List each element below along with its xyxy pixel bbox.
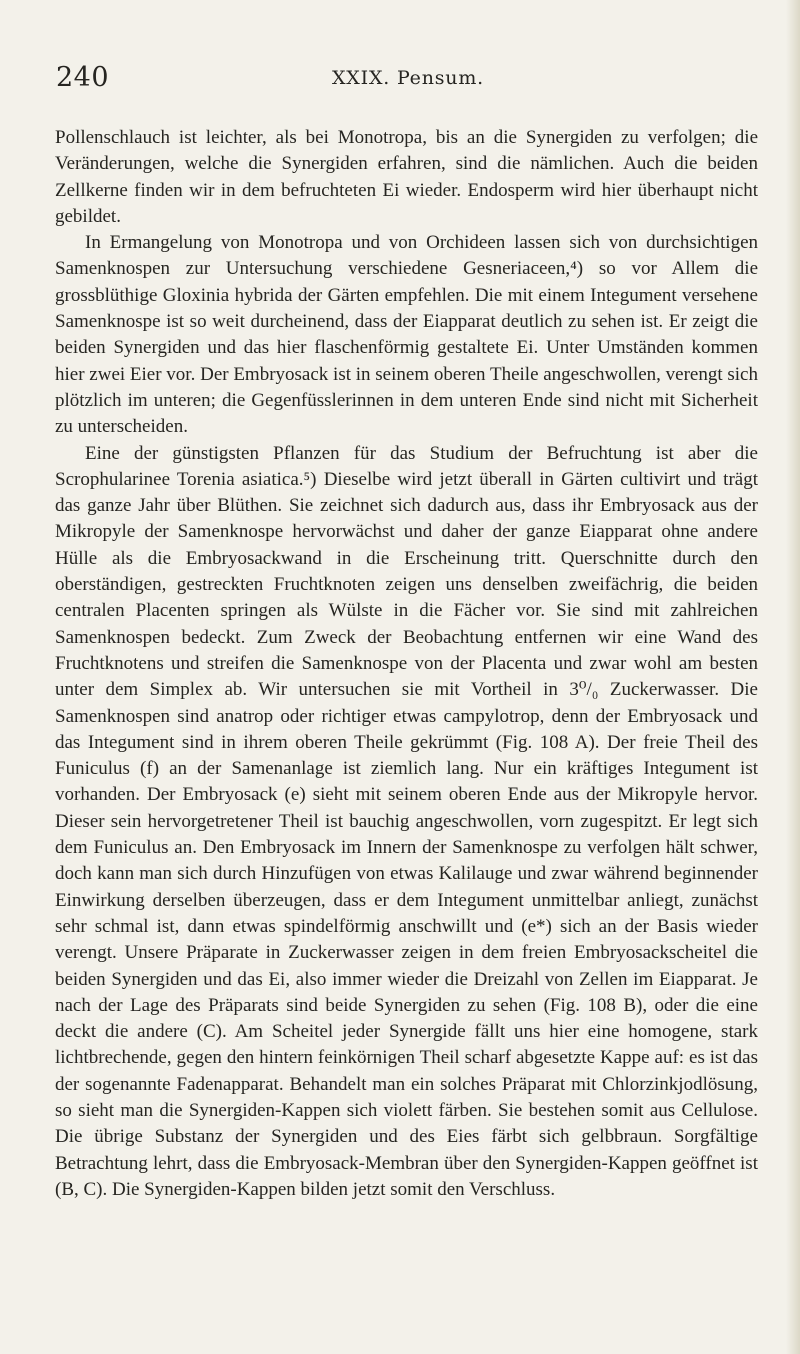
paragraph-gesneriaceen: In Ermangelung von Monotropa und von Orchideen lassen sich von durchsichtigen Samenknospen zur Untersuchung verschiedene Gesneriaceen,⁴) so vor Allem die grossblüthige Gloxinia hybrida der Gärten empfehlen. Die mit einem Integument versehene Samenknospe ist so weit durcheinend, dass der Eiapparat deutlich zu sehen ist. Er zeigt die beiden Synergiden und das hier flaschenförmig gestaltete Ei. Unter Umständen kommen hier zwei Eier vor. Der Embryosack ist in seinem oberen Theile angeschwollen, verengt sich plötzlich im unteren; die Gegenfüsslerinnen in dem unteren Ende sind nicht mit Sicherheit zu unterscheiden. <box>55 232 758 438</box>
page-header <box>56 62 760 96</box>
body-text <box>55 125 758 1203</box>
running-head: XXIX. Pensum. <box>331 67 485 89</box>
page-edge-shadow <box>786 0 800 1354</box>
paragraph-continuation: Pollenschlauch ist leichter, als bei Monotropa, bis an die Synergiden zu verfolgen; die Veränderungen, welche die Synergiden erfahren, sind die nämlichen. Auch die beiden Zellkerne finden wir in dem befruchteten Ei wieder. Endosperm wird hier überhaupt nicht gebildet. <box>55 127 758 227</box>
page-number: 240 <box>56 62 110 93</box>
paragraph-torenia: Eine der günstigsten Pflanzen für das Studium der Befruchtung ist aber die Scrophularinee Torenia asiatica.⁵) Dieselbe wird jetzt überall in Gärten cultivirt und trägt das ganze Jahr über Blüthen. Sie zeichnet sich dadurch aus, dass ihr Embryosack aus der Mikropyle der Samenknospe hervorwächst und daher der ganze Eiapparat ohne andere Hülle als die Embryosackwand in die Erscheinung tritt. Querschnitte durch den oberständigen, gestreckten Fruchtknoten zeigen uns denselben zweifächrig, die beiden centralen Placenten springen als Wülste in die Fächer vor. Sie sind mit zahlreichen Samenknospen bedeckt. Zum Zweck der Beobachtung entfernen wir eine Wand des Fruchtknotens und streifen die Samenknospe von der Placenta und zwar wohl am besten unter dem Simplex ab. Wir untersuchen sie mit Vortheil in 3⁰/₀ Zuckerwasser. Die Samenknospen sind anatrop oder richtiger etwas campylotrop, denn der Embryosack und das Integument sind in ihrem oberen Theile gekrümmt (Fig. 108 A). Der freie Theil des Funiculus (f) an der Samenanlage ist ziemlich lang. Nur ein kräftiges Integument ist vorhanden. Der Embryosack (e) sieht mit seinem oberen Ende aus der Mikropyle hervor. Dieser sein hervorgetretener Theil ist bauchig angeschwollen, vorn zugespitzt. Er legt sich dem Funiculus an. Den Embryosack im Innern der Samenknospe zu verfolgen hält schwer, doch kann man sich durch Hinzufügen von etwas Kalilauge und zwar während beginnender Einwirkung derselben überzeugen, dass er dem Integument unmittelbar anliegt, zunächst sehr schmal ist, dann etwas spindelförmig anschwillt und (e*) sich an der Basis wieder verengt. Unsere Präparate in Zuckerwasser zeigen in dem freien Embryosackscheitel die beiden Synergiden und das Ei, also immer wieder die Dreizahl von Zellen im Eiapparat. Je nach der Lage des Präparats sind beide Synergiden zu sehen (Fig. 108 B), oder die eine deckt die andere (C). Am Scheitel jeder Synergide fällt uns hier eine homogene, stark lichtbrechende, gegen den hintern feinkörnigen Theil scharf abgesetzte Kappe auf: es ist das der sogenannte Fadenapparat. Behandelt man ein solches Präparat mit Chlorzinkjodlösung, so sieht man die Synergiden-Kappen sich violett färben. Sie bestehen somit aus Cellulose. Die übrige Substanz der Synergiden und des Eies färbt sich gelbbraun. Sorgfältige Betrachtung lehrt, dass die Embryosack-Membran über den Synergiden-Kappen geöffnet ist (B, C). Die Synergiden-Kappen bilden jetzt somit den Verschluss. <box>55 442 758 1200</box>
